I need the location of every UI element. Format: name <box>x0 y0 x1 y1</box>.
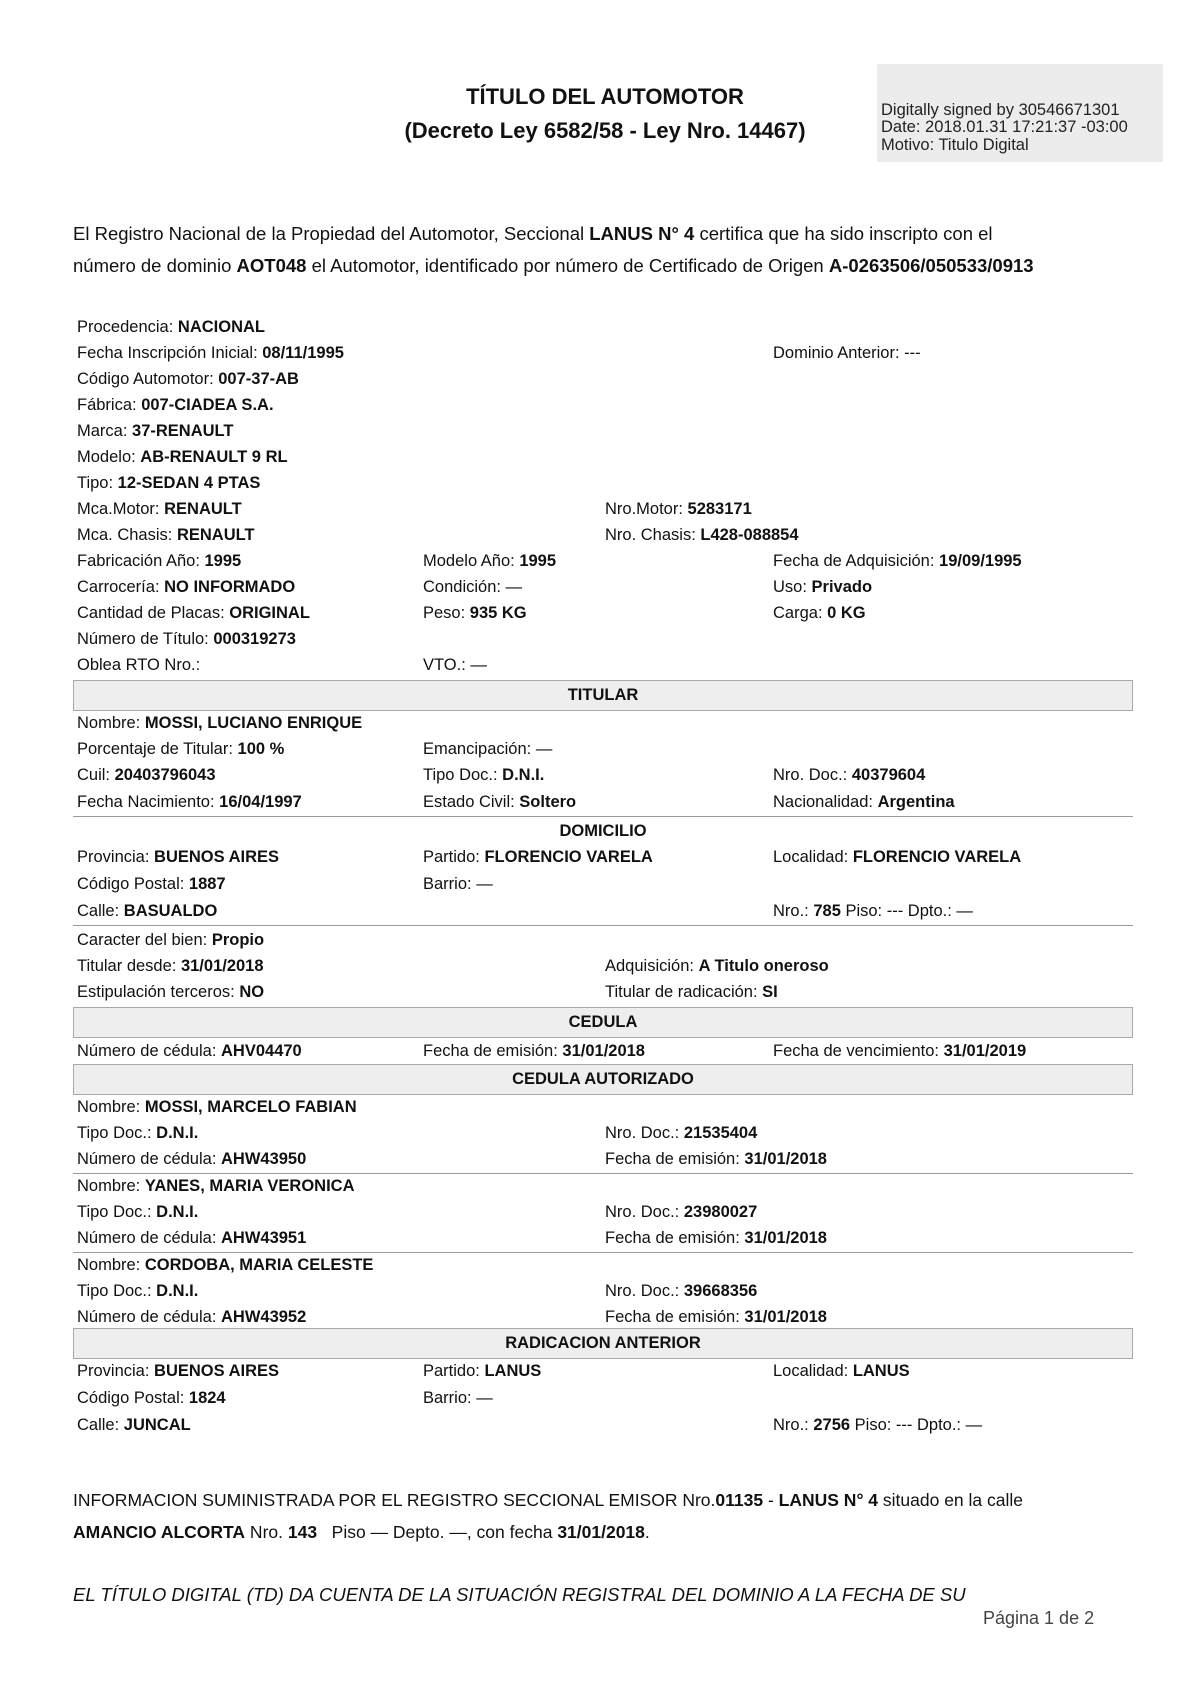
vehicle-row <box>73 394 1133 420</box>
peso: Peso: 935 KG <box>423 604 527 622</box>
vehicle-row <box>73 576 1133 602</box>
autorizado-row <box>73 1280 1133 1306</box>
titular-nombre: Nombre: MOSSI, LUCIANO ENRIQUE <box>77 714 363 732</box>
titular-radicacion: Titular de radicación: SI <box>605 983 778 1001</box>
fabricacion-anio: Fabricación Año: 1995 <box>77 552 242 570</box>
divider <box>73 925 1133 926</box>
domicilio-row <box>73 873 1133 899</box>
titular-row <box>73 764 1133 790</box>
digital-signature-box <box>877 64 1163 162</box>
footer-line-2: AMANCIO ALCORTA Nro. 143 Piso — Depto. —, con fecha 31/01/2018. <box>73 1522 650 1542</box>
domicilio-codigo-postal: Código Postal: 1887 <box>77 875 226 893</box>
footer-calle: AMANCIO ALCORTA <box>73 1522 246 1542</box>
carroceria: Carrocería: NO INFORMADO <box>77 578 296 596</box>
signature-date: Date: 2018.01.31 17:21:37 -03:00 <box>881 118 1128 136</box>
titular-tipo-doc: Tipo Doc.: D.N.I. <box>423 766 545 784</box>
numero-titulo: Número de Título: 000319273 <box>77 630 296 648</box>
domicilio-row <box>73 900 1133 926</box>
titular-desde: Titular desde: 31/01/2018 <box>77 957 264 975</box>
fabrica: Fábrica: 007-CIADEA S.A. <box>77 396 274 414</box>
autorizado-nombre: Nombre: CORDOBA, MARIA CELESTE <box>77 1256 374 1274</box>
divider <box>73 1173 1133 1174</box>
marca-chasis: Mca. Chasis: RENAULT <box>77 526 255 544</box>
cedula-vencimiento: Fecha de vencimiento: 31/01/2019 <box>773 1042 1027 1060</box>
titular-cuil: Cuil: 20403796043 <box>77 766 216 784</box>
caracter-bien: Caracter del bien: Propio <box>77 931 265 949</box>
radicacion-row <box>73 1360 1133 1386</box>
titular-fecha-nacimiento: Fecha Nacimiento: 16/04/1997 <box>77 793 302 811</box>
intro-certificado: A-0263506/050533/0913 <box>828 255 1034 276</box>
modelo: Modelo: AB-RENAULT 9 RL <box>77 448 288 466</box>
carga: Carga: 0 KG <box>773 604 866 622</box>
radicacion-barrio: Barrio: — <box>423 1389 493 1407</box>
autorizado-row <box>73 1148 1133 1174</box>
autorizado-tipo-doc: Tipo Doc.: D.N.I. <box>77 1203 199 1221</box>
titular-row <box>73 712 1133 738</box>
radicacion-calle: Calle: JUNCAL <box>77 1416 191 1434</box>
titular-emancipacion: Emancipación: — <box>423 740 553 758</box>
vehicle-row <box>73 420 1133 446</box>
autorizado-cedula: Número de cédula: AHW43950 <box>77 1150 307 1168</box>
procedencia: Procedencia: NACIONAL <box>77 318 265 336</box>
radicacion-codigo-postal: Código Postal: 1824 <box>77 1389 226 1407</box>
titular-nacionalidad: Nacionalidad: Argentina <box>773 793 955 811</box>
radicacion-partido: Partido: LANUS <box>423 1362 542 1380</box>
footer-line-1: INFORMACION SUMINISTRADA POR EL REGISTRO SECCIONAL EMISOR Nro.01135 - LANUS N° 4 situado en la calle <box>73 1490 1024 1510</box>
footer-seccional: LANUS N° 4 <box>778 1490 879 1510</box>
radicacion-row <box>73 1387 1133 1413</box>
modelo-anio: Modelo Año: 1995 <box>423 552 557 570</box>
domicilio-partido: Partido: FLORENCIO VARELA <box>423 848 653 866</box>
radicacion-row <box>73 1414 1133 1440</box>
domicilio-calle: Calle: BASUALDO <box>77 902 218 920</box>
autorizado-nro-doc: Nro. Doc.: 23980027 <box>605 1203 758 1221</box>
disclaimer: EL TÍTULO DIGITAL (TD) DA CUENTA DE LA SITUACIÓN REGISTRAL DEL DOMINIO A LA FECHA DE SU <box>73 1584 966 1605</box>
titular-estado-civil: Estado Civil: Soltero <box>423 793 577 811</box>
titular-nro-doc: Nro. Doc.: 40379604 <box>773 766 926 784</box>
autorizado-row <box>73 1201 1133 1227</box>
titular-row <box>73 738 1133 764</box>
radicacion-numero: Nro.: 2756 Piso: --- Dpto.: — <box>773 1416 983 1434</box>
domicilio-row <box>73 846 1133 872</box>
autorizado-row <box>73 1175 1133 1201</box>
fecha-inscripcion: Fecha Inscripción Inicial: 08/11/1995 <box>77 344 344 362</box>
footer-nro: 143 <box>287 1522 318 1542</box>
autorizado-row <box>73 1254 1133 1280</box>
tipo: Tipo: 12-SEDAN 4 PTAS <box>77 474 261 492</box>
cedula-numero: Número de cédula: AHV04470 <box>77 1042 302 1060</box>
intro-seccional: LANUS N° 4 <box>589 223 695 244</box>
numero-chasis: Nro. Chasis: L428-088854 <box>605 526 799 544</box>
autorizado-emision: Fecha de emisión: 31/01/2018 <box>605 1308 827 1326</box>
domicilio-localidad: Localidad: FLORENCIO VARELA <box>773 848 1022 866</box>
cedula-row <box>73 1040 1133 1066</box>
titular-porcentaje: Porcentaje de Titular: 100 % <box>77 740 285 758</box>
titular-row <box>73 791 1133 817</box>
domicilio-provincia: Provincia: BUENOS AIRES <box>77 848 280 866</box>
vehicle-row <box>73 316 1133 342</box>
footer-fecha: 31/01/2018 <box>557 1522 645 1542</box>
section-header-titular: TITULAR <box>73 680 1133 711</box>
domicilio-row <box>73 955 1133 981</box>
adquisicion: Adquisición: A Titulo oneroso <box>605 957 829 975</box>
autorizado-cedula: Número de cédula: AHW43952 <box>77 1308 307 1326</box>
autorizado-nro-doc: Nro. Doc.: 39668356 <box>605 1282 758 1300</box>
autorizado-nombre: Nombre: YANES, MARIA VERONICA <box>77 1177 355 1195</box>
autorizado-nro-doc: Nro. Doc.: 21535404 <box>605 1124 758 1142</box>
document-subtitle: (Decreto Ley 6582/58 - Ley Nro. 14467) <box>404 118 806 143</box>
radicacion-localidad: Localidad: LANUS <box>773 1362 910 1380</box>
vto: VTO.: — <box>423 656 487 674</box>
domicilio-barrio: Barrio: — <box>423 875 493 893</box>
section-header-cedula: CEDULA <box>73 1007 1133 1038</box>
footer-emisor: 01135 <box>715 1490 764 1510</box>
autorizado-emision: Fecha de emisión: 31/01/2018 <box>605 1229 827 1247</box>
marca: Marca: 37-RENAULT <box>77 422 234 440</box>
intro-line-1: El Registro Nacional de la Propiedad del Automotor, Seccional LANUS N° 4 certifica que ha sido inscripto con el <box>73 223 993 244</box>
autorizado-nombre: Nombre: MOSSI, MARCELO FABIAN <box>77 1098 357 1116</box>
vehicle-row <box>73 472 1133 498</box>
intro-dominio: AOT048 <box>236 255 307 276</box>
divider <box>73 1252 1133 1253</box>
section-header-domicilio: DOMICILIO <box>559 822 647 840</box>
signature-signed-by: Digitally signed by 30546671301 <box>881 101 1120 119</box>
domicilio-row <box>73 929 1133 955</box>
fecha-adquisicion: Fecha de Adquisición: 19/09/1995 <box>773 552 1022 570</box>
signature-reason: Motivo: Titulo Digital <box>881 136 1029 154</box>
document-title: TÍTULO DEL AUTOMOTOR <box>466 84 744 109</box>
radicacion-provincia: Provincia: BUENOS AIRES <box>77 1362 280 1380</box>
marca-motor: Mca.Motor: RENAULT <box>77 500 242 518</box>
intro-line-2: número de dominio AOT048 el Automotor, identificado por número de Certificado de Origen A-0263506/050533/0913 <box>73 255 1034 276</box>
autorizado-row <box>73 1096 1133 1122</box>
vehicle-row <box>73 446 1133 472</box>
cantidad-placas: Cantidad de Placas: ORIGINAL <box>77 604 310 622</box>
estipulacion-terceros: Estipulación terceros: NO <box>77 983 265 1001</box>
autorizado-emision: Fecha de emisión: 31/01/2018 <box>605 1150 827 1168</box>
domicilio-numero: Nro.: 785 Piso: --- Dpto.: — <box>773 902 973 920</box>
vehicle-row <box>73 498 1133 524</box>
divider <box>73 816 1133 817</box>
page-number: Página 1 de 2 <box>983 1608 1095 1628</box>
autorizado-row <box>73 1122 1133 1148</box>
numero-motor: Nro.Motor: 5283171 <box>605 500 752 518</box>
codigo-automotor: Código Automotor: 007-37-AB <box>77 370 299 388</box>
vehicle-row <box>73 654 1133 680</box>
vehicle-row <box>73 628 1133 654</box>
dominio-anterior: Dominio Anterior: --- <box>773 344 921 362</box>
condicion: Condición: — <box>423 578 523 596</box>
uso: Uso: Privado <box>773 578 873 596</box>
vehicle-row <box>73 342 1133 368</box>
domicilio-row <box>73 981 1133 1007</box>
autorizado-tipo-doc: Tipo Doc.: D.N.I. <box>77 1124 199 1142</box>
autorizado-cedula: Número de cédula: AHW43951 <box>77 1229 307 1247</box>
section-header-cedula-autorizado: CEDULA AUTORIZADO <box>73 1064 1133 1095</box>
autorizado-tipo-doc: Tipo Doc.: D.N.I. <box>77 1282 199 1300</box>
vehicle-row <box>73 550 1133 576</box>
oblea-rto: Oblea RTO Nro.: <box>77 656 201 674</box>
autorizado-row <box>73 1227 1133 1253</box>
vehicle-row <box>73 602 1133 628</box>
vehicle-row <box>73 368 1133 394</box>
section-header-radicacion-anterior: RADICACION ANTERIOR <box>73 1328 1133 1359</box>
vehicle-row <box>73 524 1133 550</box>
cedula-emision: Fecha de emisión: 31/01/2018 <box>423 1042 645 1060</box>
